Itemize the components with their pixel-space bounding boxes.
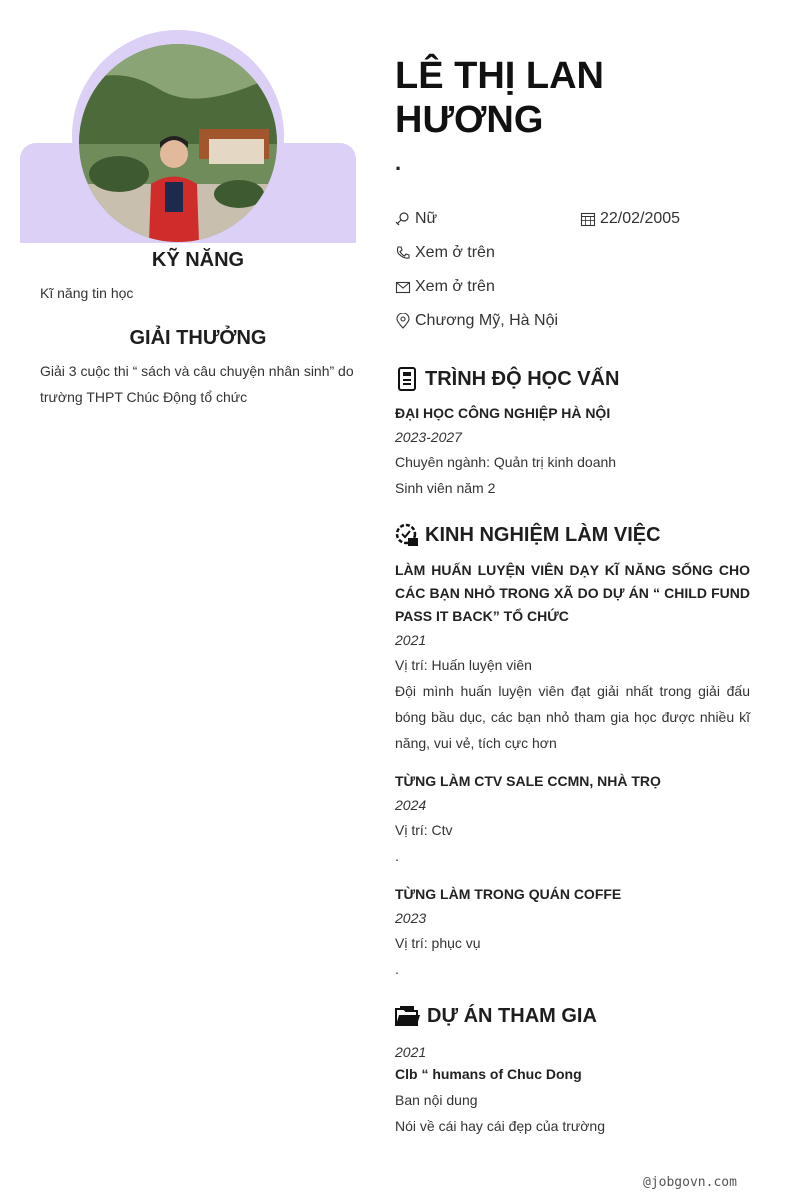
- candidate-name: [395, 54, 755, 142]
- subtitle: .: [395, 150, 402, 175]
- experience-item-desc: Đội mình huấn luyện viên đạt giải nhất trong giải đấu bóng bầu dục, các bạn nhỏ tham gia học được nhiều kĩ năng, vui vẻ, tích cực hơn: [395, 683, 750, 751]
- document-icon: [395, 366, 419, 392]
- experience-item-title: TỪNG LÀM CTV SALE CCMN, NHÀ TRỌ: [395, 773, 661, 789]
- name-line-2: HƯƠNG: [395, 99, 544, 141]
- projects-heading: [395, 1004, 597, 1028]
- education-period: 2023-2027: [395, 429, 462, 445]
- email-value: Xem ở trên: [415, 278, 495, 295]
- email-row: [395, 278, 495, 296]
- education-title: TRÌNH ĐỘ HỌC VẤN: [425, 367, 620, 390]
- project-name: Clb “ humans of Chuc Dong: [395, 1066, 582, 1082]
- skills-text: Kĩ năng tin học: [40, 285, 134, 301]
- location-pin-icon: [395, 313, 411, 329]
- experience-item-year: 2024: [395, 797, 427, 813]
- name-line-1: LÊ THỊ LAN: [395, 55, 604, 97]
- projects-title: DỰ ÁN THAM GIA: [427, 1004, 597, 1027]
- gender-value: Nữ: [415, 210, 438, 227]
- gender-icon: [395, 211, 411, 227]
- experience-heading: [395, 523, 661, 547]
- awards-heading: GIẢI THƯỞNG: [129, 327, 267, 349]
- experience-item-position: Vị trí: phục vụ: [395, 935, 481, 951]
- experience-item-title: LÀM HUẤN LUYỆN VIÊN DẠY KĨ NĂNG SỐNG CHO CÁC BẠN NHỎ TRONG XÃ DO DỰ ÁN “ CHILD FUND PASS IT BACK” TỔ CHỨC: [395, 562, 750, 624]
- education-heading: [395, 366, 619, 392]
- gender-row: [395, 210, 437, 228]
- email-icon: [395, 279, 411, 295]
- folder-icon: [395, 1004, 421, 1028]
- phone-value: Xem ở trên: [415, 244, 495, 261]
- education-status: Sinh viên năm 2: [395, 480, 496, 496]
- experience-item-desc: .: [395, 961, 399, 977]
- address-value: Chương Mỹ, Hà Nội: [415, 312, 559, 329]
- experience-item-year: 2021: [395, 632, 427, 648]
- experience-item-year: 2023: [395, 910, 427, 926]
- skills-heading: KỸ NĂNG: [151, 249, 245, 271]
- project-role: Ban nội dung: [395, 1092, 478, 1108]
- calendar-icon: [580, 211, 596, 227]
- education-major: Chuyên ngành: Quản trị kinh doanh: [395, 454, 617, 470]
- birthdate-row: [580, 210, 680, 228]
- awards-text: Giải 3 cuộc thi “ sách và câu chuyện nhân sinh” do trường THPT Chúc Động tổ chức: [40, 363, 354, 405]
- footer-watermark: @jobgovn.com: [643, 1175, 737, 1190]
- experience-item-desc: .: [395, 848, 399, 864]
- phone-icon: [395, 245, 411, 261]
- project-desc: Nói về cái hay cái đẹp của trường: [395, 1118, 605, 1134]
- experience-item-position: Vị trí: Ctv: [395, 822, 453, 838]
- experience-item-position: Vị trí: Huấn luyện viên: [395, 657, 532, 673]
- avatar: [79, 44, 277, 242]
- birthdate-value: 22/02/2005: [600, 210, 681, 227]
- phone-row: [395, 244, 495, 262]
- address-row: [395, 312, 558, 330]
- experience-title: KINH NGHIỆM LÀM VIỆC: [425, 523, 661, 546]
- experience-item-title: TỪNG LÀM TRONG QUÁN COFFE: [395, 886, 622, 902]
- education-school: ĐẠI HỌC CÔNG NGHIỆP HÀ NỘI: [395, 405, 611, 421]
- project-year: 2021: [395, 1044, 427, 1060]
- badge-check-icon: [395, 523, 419, 547]
